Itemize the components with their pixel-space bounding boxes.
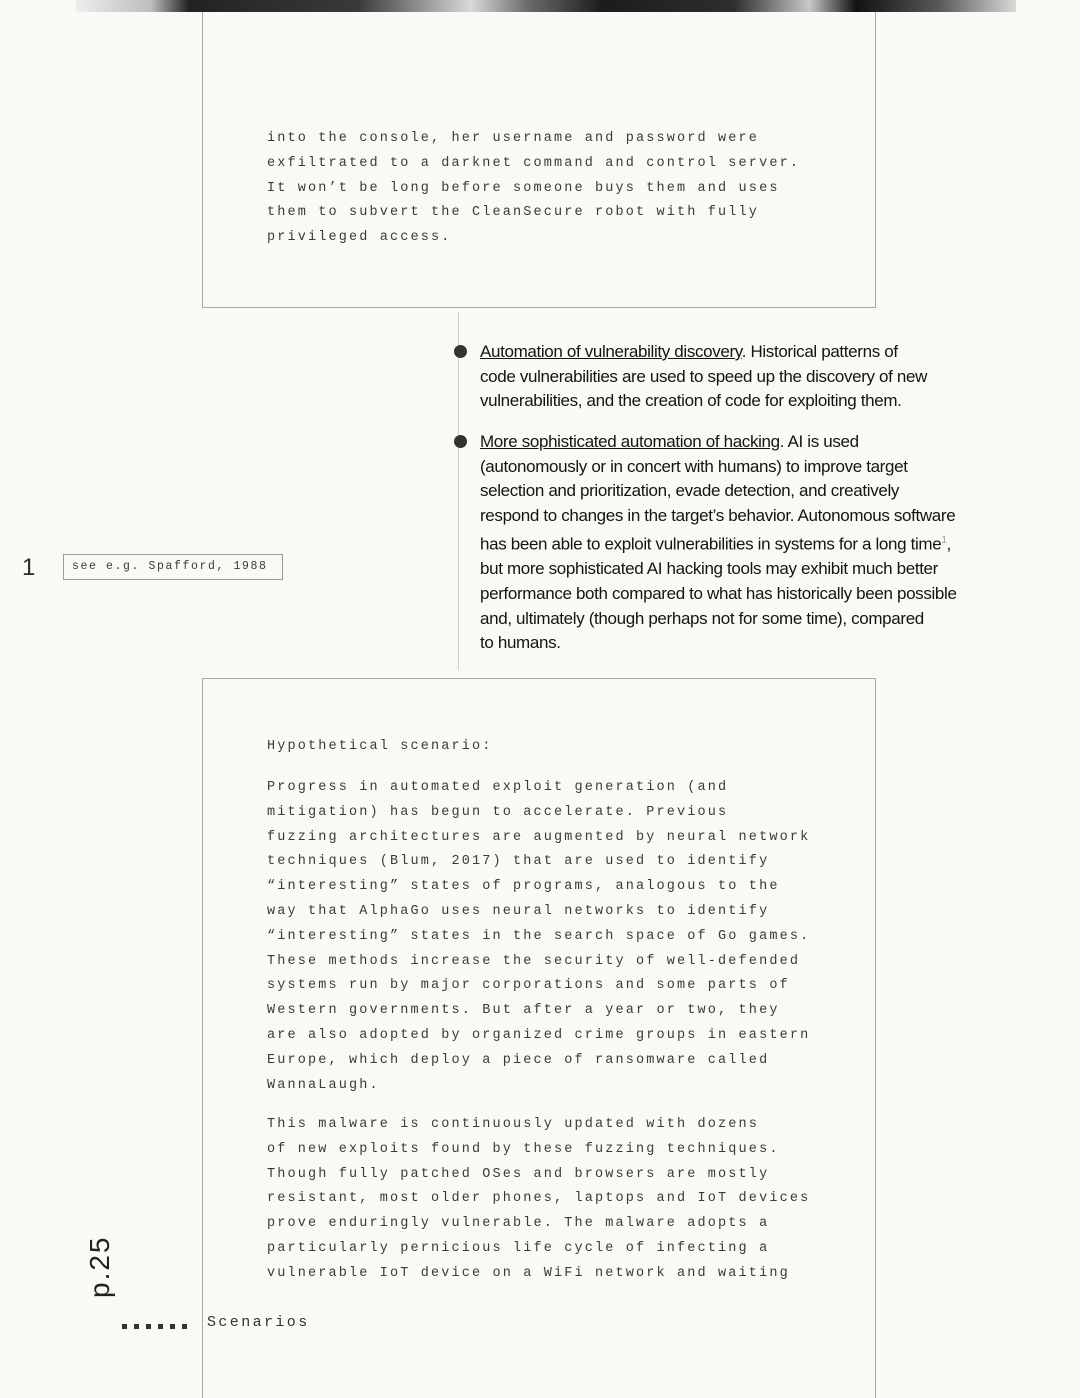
bullet-body: . Historical patterns of code vulnerabilities are used to speed up the discovery of new vulnerabilities, and the creation of code for exploiting them. [480,342,928,411]
page-number: p.25 [84,1235,115,1298]
scenario-box-top [202,12,876,308]
scenario-paragraph-2: This malware is continuously updated with dozens of new exploits found by these fuzzing techniques. Though fully patched OSes and browsers are mostly resistant, most older phones, laptops and IoT devices prove enduringly vulnerable. The malware adopts a particularly pernicious life cycle of infecting a vulnerable IoT device on a WiFi network and waiting [267,1117,811,1281]
bullet-heading-link[interactable]: Automation of vulnerability discovery [480,342,742,361]
bullet-body-continued: , but more sophisticated AI hacking tools may exhibit much better performance both compared to what has historically been possible and, ultimately (though perhaps not for some time), compared to humans. [480,534,957,653]
bullet-item-automation-of-hacking [480,430,1020,656]
bullet-text [480,430,1020,656]
bullet-body: . AI is used (autonomously or in concert with humans) to improve target selection and prioritization, evade detection, and creatively respond to changes in the target’s behavior. Autonomous software has been able to exploit vulnerabilities in systems for a long time [480,432,956,554]
scenario-box-bottom [202,678,876,1398]
bullet-text [480,340,1020,414]
column-divider [458,312,459,670]
scenario-heading: Hypothetical scenario: [267,739,493,754]
footnote-number: 1 [22,554,36,581]
top-image-strip [76,0,1016,12]
bullet-dot-icon [454,435,467,448]
footnote-reference[interactable]: 1 [941,534,947,546]
footnote-citation: see e.g. Spafford, 1988 [63,554,283,580]
bullet-item-vulnerability-discovery [480,340,1020,414]
bullet-heading-link[interactable]: More sophisticated automation of hacking [480,432,780,451]
bullet-dot-icon [454,345,467,358]
scenario-paragraph-1: Progress in automated exploit generation (and mitigation) has begun to accelerate. Previous fuzzing architectures are augmented by neural network techniques (Blum, 2017) that are used to identify “interesting” states of programs, analogous to the way that AlphaGo uses neural networks to identify “interesting” states in the search space of Go games. These methods increase the security of well-defended systems run by major corporations and some parts of Western governments. But after a year or two, they are also adopted by organized crime groups in eastern Europe, which deploy a piece of ransomware called WannaLaugh. [267,780,811,1093]
section-label: Scenarios [207,1314,310,1331]
scenario-box-top-text: into the console, her username and password were exfiltrated to a darknet command and control server. It won’t be long before someone buys them and uses them to subvert the CleanSecure robot with fully privileged access. [267,131,801,246]
